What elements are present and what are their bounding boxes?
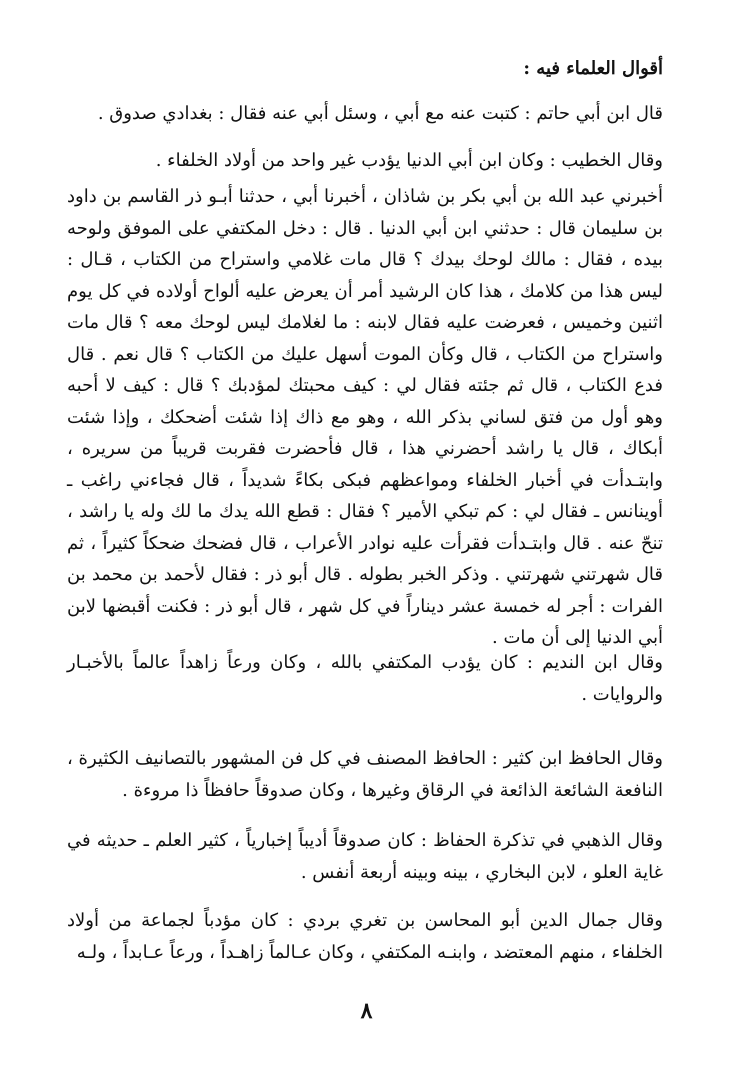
paragraph-al-khatib: وقال الخطيب : وكان ابن أبي الدنيا يؤدب غير واحد من أولاد الخلفاء . bbox=[155, 150, 663, 171]
paragraph-narration: أخبرني عبد الله بن أبي بكر بن شاذان ، أخبرنا أبي ، حدثنا أبـو ذر القاسم بن داود بن سليمان قال : حدثني ابن أبي الدنيا . قال : دخل المكتفي على الموفق ولوحه بيده ، فقال : مالك لوحك بيدك ؟ قال مات غلامي واستراح من الكتاب ، قـال : ليس هذا من كلامك ، هذا كان الرشيد أمر أن يعرض عليه ألواح أولاده في كل يوم اثنين وخميس ، فعرضت عليه فقال لابنه : ما لغلامك ليس لوحك معه ؟ قال مات واستراح من الكتاب ، قال وكأن الموت أسهل عليك من الكتاب ؟ قال نعم . قال فدع الكتاب ، قال ثم جئته فقال لي : كيف محبتك لمؤدبك ؟ قال : كيف لا أحبه وهو أول من فتق لساني بذكر الله ، وهو مع ذاك إذا شئت أضحكك ، وإذا شئت أبكاك ، قال يا راشد أحضرني هذا ، قال فأحضرت فقربت قريباً من سريره ، وابتـدأت في أخبار الخلفاء ومواعظهم فبكى بكاءً شديداً ، قال فجاءني راغب ـ أوينانس ـ فقال لي : كم تبكي الأمير ؟ فقال : قطع الله يدك ما لك وله يا راشد ، تنحّ عنه . قال وابتـدأت فقرأت عليه نوادر الأعراب ، قال فضحك ضحكاً كثيراً ، ثم قال شهرتني شهرتني . وذكر الخبر بطوله . قال أبو ذر : فقال لأحمد بن محمد بن الفرات : أجر له خمسة عشر ديناراً في كل شهر ، قال أبو ذر : فكنت أقبضها لابن أبي الدنيا إلى أن مات . bbox=[67, 186, 663, 648]
paragraph-ibn-al-nadim: وقال ابن النديم : كان يؤدب المكتفي بالله ، وكان ورعاً زاهداً عالماً بالأخبـار والروايات . bbox=[67, 652, 663, 705]
paragraph-ibn-kathir: وقال الحافظ ابن كثير : الحافظ المصنف في كل فن المشهور بالتصانيف الكثيرة ، النافعة الشائعة الذائعة في الرقاق وغيرها ، وكان صدوقاً حافظاً ذا مروءة . bbox=[67, 748, 663, 801]
paragraph-ibn-taghri-birdi: وقال جمال الدين أبو المحاسن بن تغري بردي : كان مؤدباً لجماعة من أولاد الخلفاء ، منهم المعتضد ، وابنـه المكتفي ، وكان عـالماً زاهـداً ، ورعاً عـابداً ، ولـه bbox=[67, 910, 663, 963]
section-heading: أقوال العلماء فيه : bbox=[523, 58, 663, 79]
paragraph-al-dhahabi: وقال الذهبي في تذكرة الحفاظ : كان صدوقاً أديباً إخبارياً ، كثير العلم ـ حديثه في غاية العلو ، لابن البخاري ، بينه وبينه أربعة أنفس . bbox=[67, 830, 663, 883]
paragraph-ibn-abi-hatim: قال ابن أبي حاتم : كتبت عنه مع أبي ، وسئل أبي عنه فقال : بغدادي صدوق . bbox=[97, 103, 663, 124]
page-number: ٨ bbox=[360, 998, 373, 1024]
